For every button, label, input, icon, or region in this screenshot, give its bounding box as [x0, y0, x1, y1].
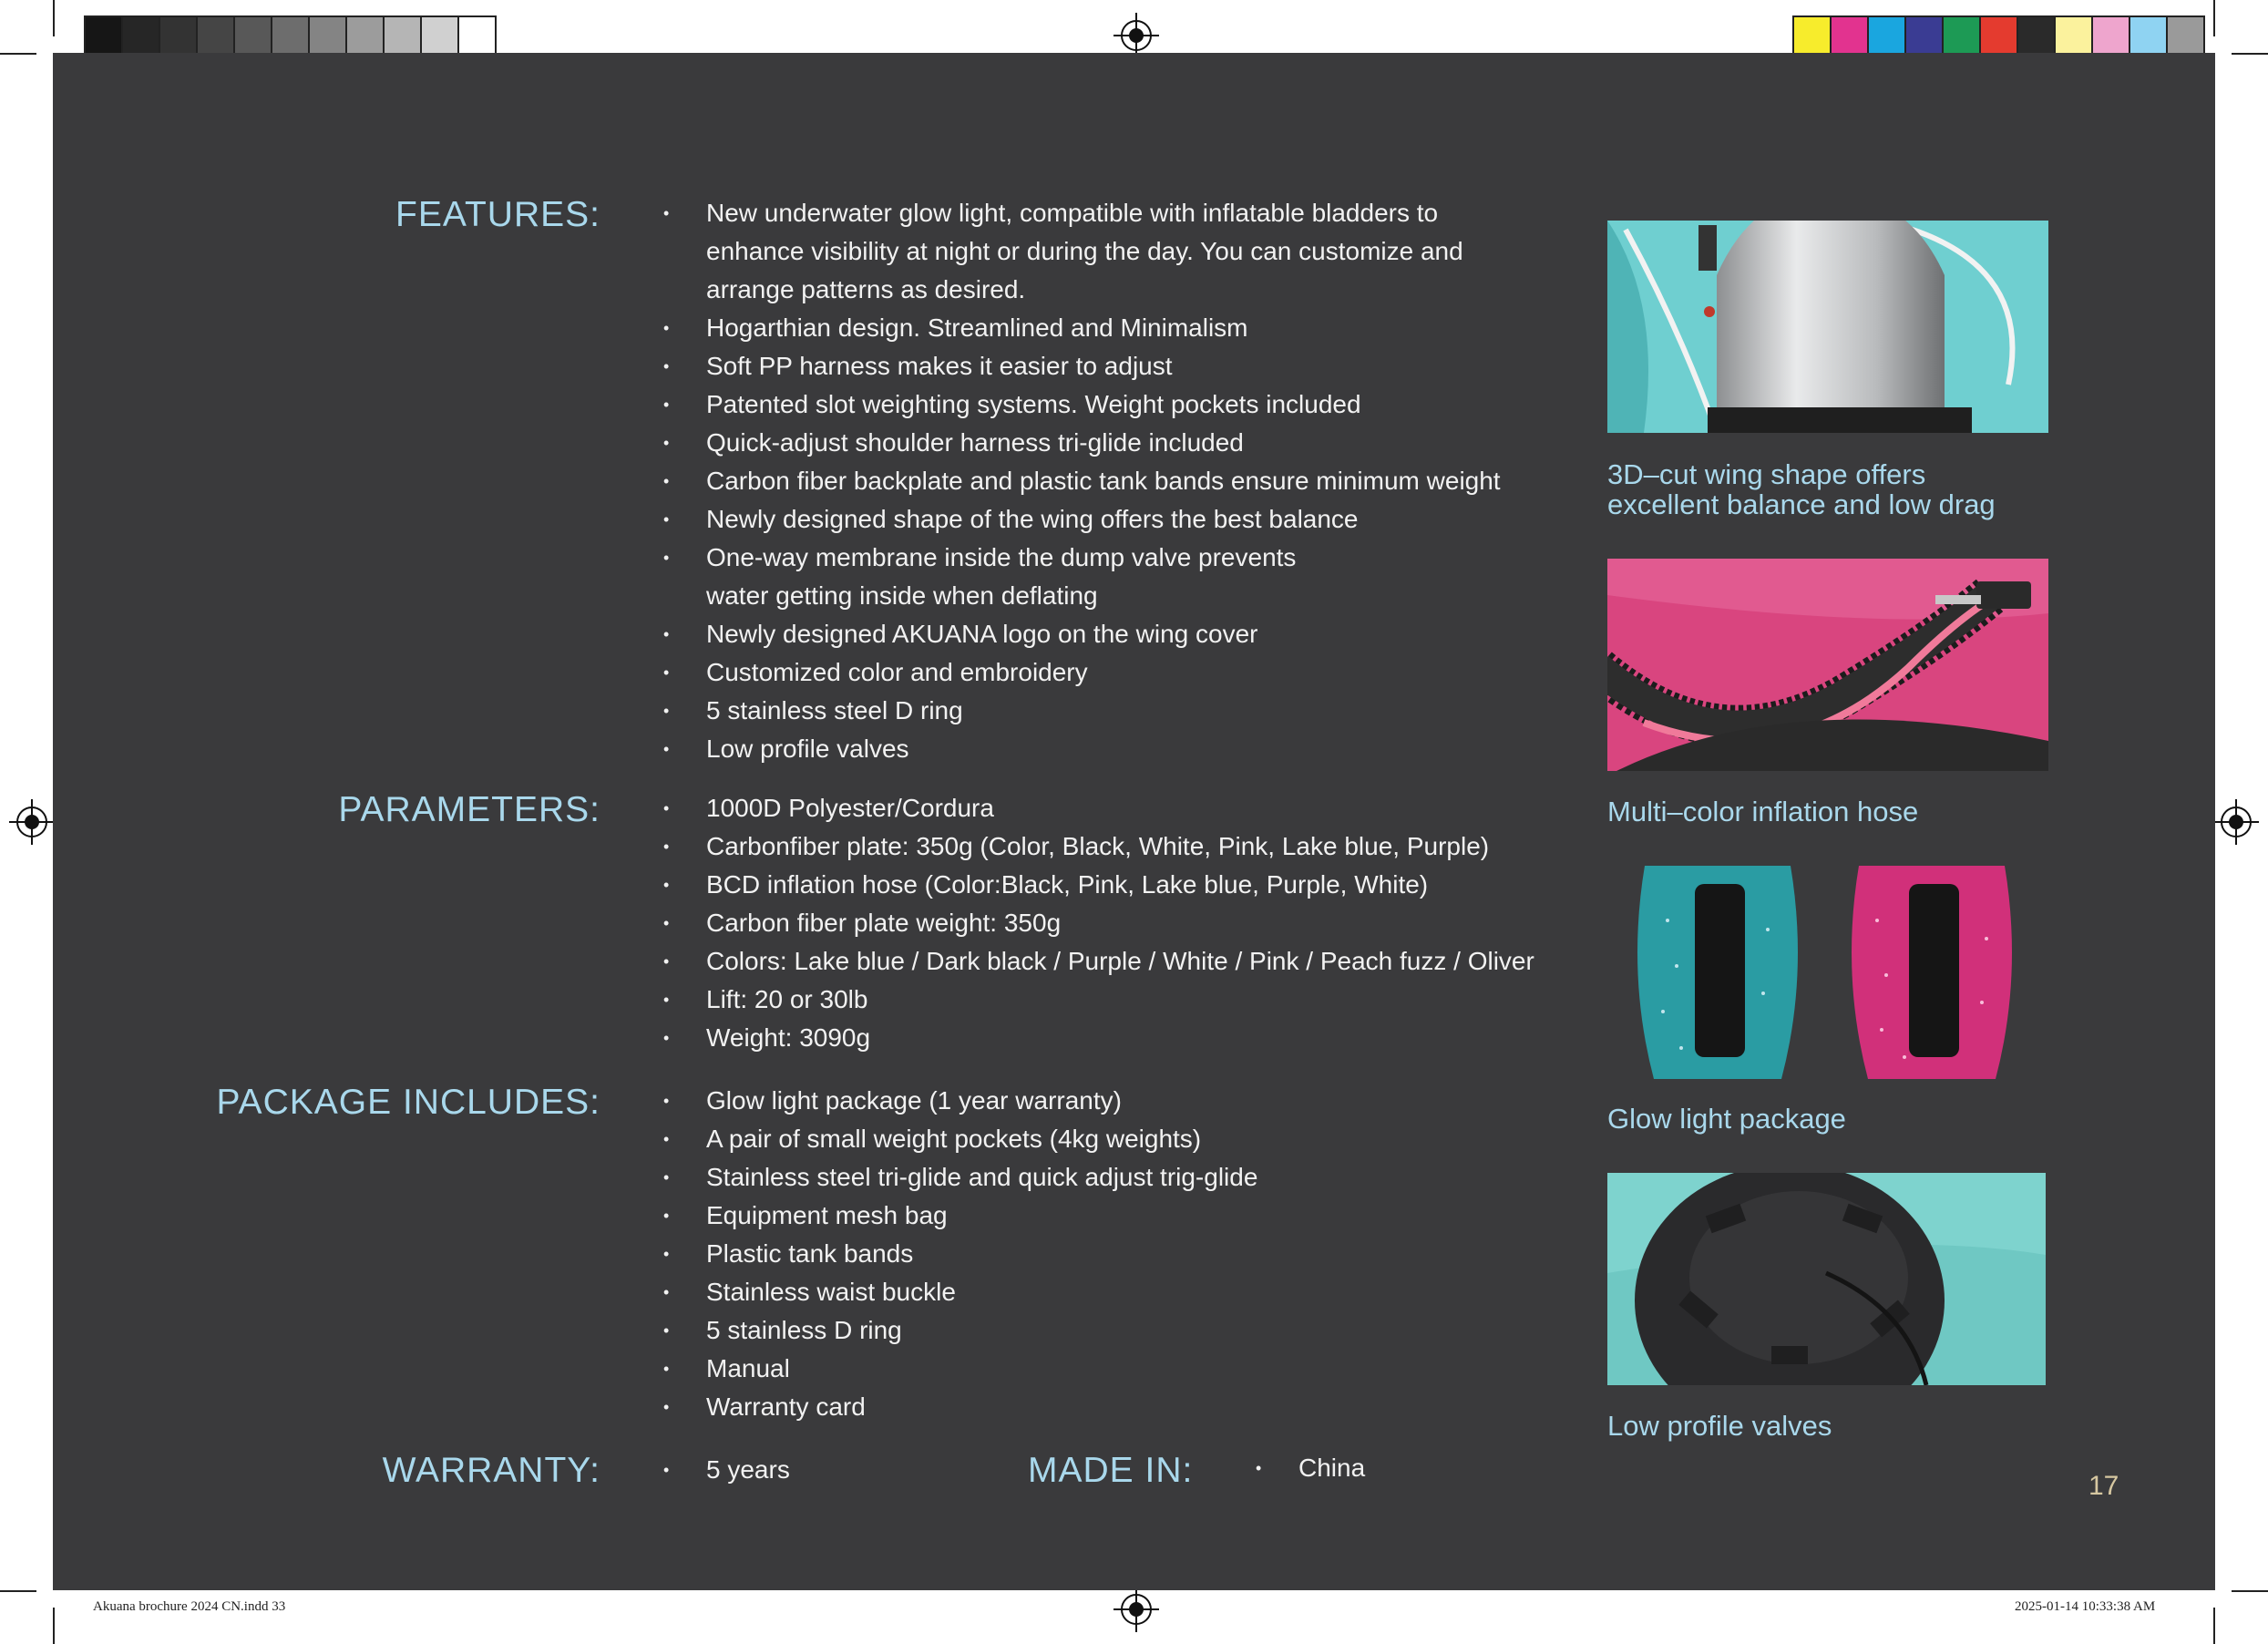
list-item: • Newly designed shape of the wing offers the best balance	[663, 500, 1501, 539]
hose-caption: Multi–color inflation hose	[1607, 796, 1919, 827]
process-color-bar	[1792, 15, 2205, 56]
list-item: • Carbonfiber plate: 350g (Color, Black, White, Pink, Lake blue, Purple)	[663, 827, 1534, 866]
list-item: • Lift: 20 or 30lb	[663, 981, 1534, 1019]
wing-tank-photo	[1607, 221, 2048, 433]
crop-mark	[2213, 1608, 2215, 1644]
list-item: • Patented slot weighting systems. Weight pockets included	[663, 385, 1501, 424]
list-item: water getting inside when deflating	[706, 581, 1098, 610]
list-item: • Warranty card	[663, 1388, 1257, 1426]
made-in-heading: MADE IN:	[1028, 1451, 1194, 1490]
list-item: • Customized color and embroidery	[663, 653, 1501, 692]
list-item: • Hogarthian design. Streamlined and Minimalism	[663, 309, 1501, 347]
slug-timestamp: 2025-01-14 10:33:38 AM	[2015, 1599, 2156, 1614]
valve-illustration	[1607, 1173, 2046, 1385]
parameters-list	[663, 789, 1534, 1057]
list-item: • BCD inflation hose (Color:Black, Pink, Lake blue, Purple, White)	[663, 866, 1534, 904]
list-item: • Newly designed AKUANA logo on the wing cover	[663, 615, 1501, 653]
hose-illustration	[1607, 559, 2048, 771]
valves-caption: Low profile valves	[1607, 1410, 1832, 1442]
list-item: enhance visibility at night or during the day. You can customize and	[706, 237, 1463, 265]
crop-mark	[2232, 1590, 2268, 1592]
list-item: • 1000D Polyester/Cordura	[663, 789, 1534, 827]
list-item: • Weight: 3090g	[663, 1019, 1534, 1057]
wing-tank-illustration	[1607, 221, 2048, 433]
crop-mark	[53, 1608, 55, 1644]
list-item: • Colors: Lake blue / Dark black / Purple / White / Pink / Peach fuzz / Oliver	[663, 942, 1534, 981]
grayscale-color-bar	[84, 15, 497, 56]
glow-light-photo	[1631, 866, 2032, 1079]
warranty-list	[663, 1451, 790, 1489]
package-heading: PACKAGE INCLUDES:	[216, 1083, 600, 1122]
list-item: • Carbon fiber plate weight: 350g	[663, 904, 1534, 942]
wing-caption-line2: excellent balance and low drag	[1607, 488, 1996, 520]
list-item: • Low profile valves	[663, 730, 1501, 768]
warranty-value: • 5 years	[663, 1451, 790, 1489]
list-item: • One-way membrane inside the dump valve prevents	[663, 539, 1501, 577]
slug-filename: Akuana brochure 2024 CN.indd 33	[93, 1599, 286, 1614]
list-item: • Plastic tank bands	[663, 1235, 1257, 1273]
list-item: • Manual	[663, 1350, 1257, 1388]
parameters-heading: PARAMETERS:	[338, 790, 600, 829]
list-item: arrange patterns as desired.	[706, 275, 1026, 303]
list-item: • Equipment mesh bag	[663, 1197, 1257, 1235]
list-item: • Quick-adjust shoulder harness tri-glide included	[663, 424, 1501, 462]
low-profile-valve-photo	[1607, 1173, 2046, 1385]
list-item: • Stainless steel tri-glide and quick adjust trig-glide	[663, 1158, 1257, 1197]
crop-mark	[0, 1590, 36, 1592]
list-item: • Carbon fiber backplate and plastic tank bands ensure minimum weight	[663, 462, 1501, 500]
made-in-list	[1256, 1449, 1365, 1487]
registration-mark-top	[1121, 20, 1152, 51]
glow-illustration	[1631, 866, 2032, 1079]
crop-mark	[2232, 53, 2268, 55]
package-list	[663, 1082, 1257, 1426]
list-item: • 5 stainless D ring	[663, 1311, 1257, 1350]
inflation-hose-photo	[1607, 559, 2048, 771]
crop-mark	[0, 53, 36, 55]
list-item: • Stainless waist buckle	[663, 1273, 1257, 1311]
list-item: • Glow light package (1 year warranty)	[663, 1082, 1257, 1120]
features-heading: FEATURES:	[395, 195, 600, 234]
registration-mark-left	[16, 807, 47, 837]
crop-mark	[53, 0, 55, 36]
list-item: • 5 stainless steel D ring	[663, 692, 1501, 730]
warranty-heading: WARRANTY:	[382, 1451, 600, 1490]
registration-mark-right	[2221, 807, 2252, 837]
wing-caption-line1: 3D–cut wing shape offers	[1607, 458, 1926, 490]
page-number: 17	[2088, 1471, 2119, 1501]
glow-caption: Glow light package	[1607, 1103, 1846, 1135]
registration-mark-bottom	[1121, 1594, 1152, 1625]
list-item: • A pair of small weight pockets (4kg weights)	[663, 1120, 1257, 1158]
list-item: • Soft PP harness makes it easier to adjust	[663, 347, 1501, 385]
list-item: • New underwater glow light, compatible with inflatable bladders to	[663, 194, 1501, 232]
crop-mark	[2213, 0, 2215, 36]
features-list	[663, 194, 1501, 768]
made-in-value: • China	[1256, 1449, 1365, 1487]
